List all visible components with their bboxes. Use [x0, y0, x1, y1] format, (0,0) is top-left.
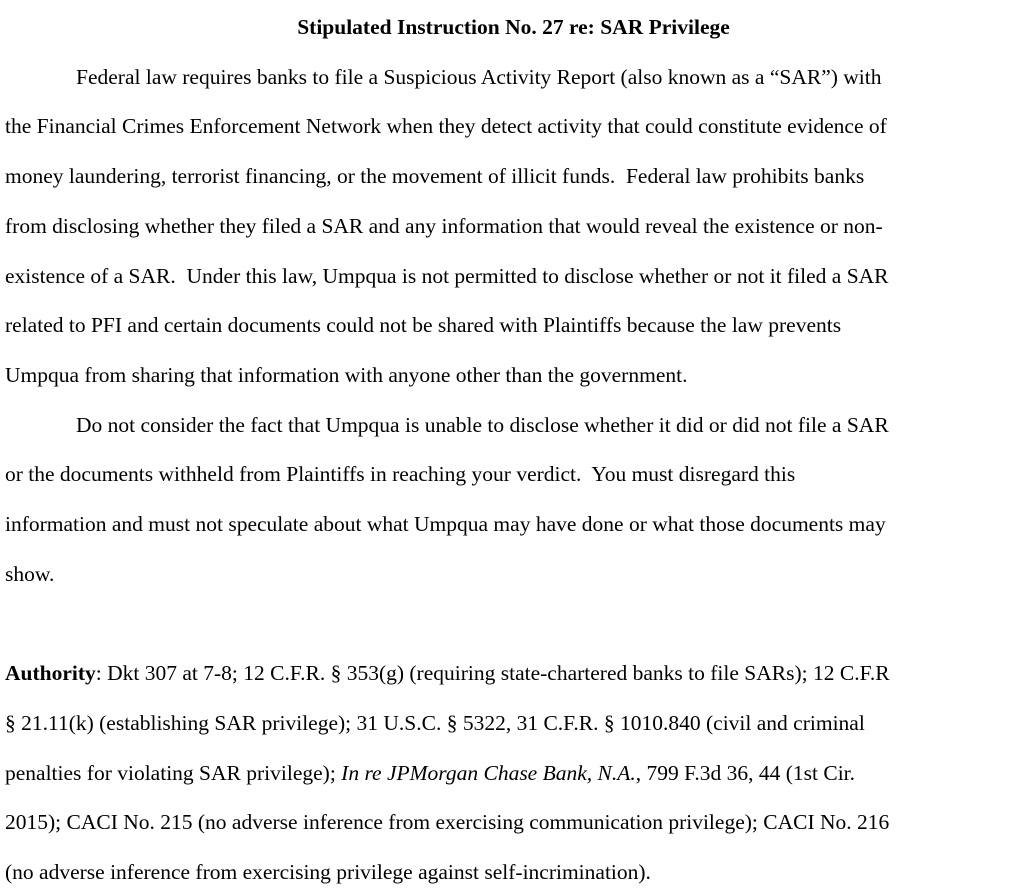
text-line: 2015); CACI No. 215 (no adverse inference from exercising communication privilege); CACI No. 216 — [5, 810, 890, 835]
authority-label: Authority — [5, 661, 96, 686]
text-line: Federal law requires banks to file a Suspicious Activity Report (also known as a “SAR”) with — [76, 64, 882, 89]
text-line: information and must not speculate about what Umpqua may have done or what those documents may — [5, 512, 886, 537]
text-line: Umpqua from sharing that information with anyone other than the government. — [5, 362, 688, 387]
authority-paragraph — [5, 649, 1022, 895]
text-line: § 21.11(k) (establishing SAR privilege); 31 U.S.C. § 5322, 31 C.F.R. § 1010.840 (civil and criminal — [5, 710, 865, 735]
text-line: show. — [5, 561, 55, 586]
text-line: or the documents withheld from Plaintiffs in reaching your verdict. You must disregard this — [5, 462, 796, 487]
text-line: from disclosing whether they filed a SAR and any information that would reveal the existence or non- — [5, 213, 883, 238]
text-line: related to PFI and certain documents could not be shared with Plaintiffs because the law prevents — [5, 313, 842, 338]
text-line: existence of a SAR. Under this law, Umpqua is not permitted to disclose whether or not it filed a SAR — [5, 263, 889, 288]
case-name-italic: In re JPMorgan Chase Bank, N.A. — [341, 760, 636, 785]
paragraph-jury-direction — [5, 401, 1022, 600]
document-title: Stipulated Instruction No. 27 re: SAR Privilege — [297, 15, 730, 39]
paragraph-sar-law — [5, 53, 1022, 401]
text-line: Do not consider the fact that Umpqua is unable to disclose whether it did or did not file a SAR — [76, 412, 889, 437]
authority-citation-text: : Dkt 307 at 7-8; 12 C.F.R. § 353(g) (requiring state-chartered banks to file SARs); 12 C.F.R — [95, 661, 890, 686]
text-line — [5, 749, 1022, 799]
authority-citation-text: , 799 F.3d 36, 44 (1st Cir. — [635, 760, 856, 785]
text-line: (no adverse inference from exercising privilege against self-incrimination). — [5, 859, 651, 884]
text-line — [5, 649, 1022, 699]
text-line: money laundering, terrorist financing, or the movement of illicit funds. Federal law prohibits banks — [5, 164, 865, 189]
authority-citation-text: penalties for violating SAR privilege); — [5, 760, 342, 785]
text-line: the Financial Crimes Enforcement Network when they detect activity that could constitute evidence of — [5, 114, 887, 139]
